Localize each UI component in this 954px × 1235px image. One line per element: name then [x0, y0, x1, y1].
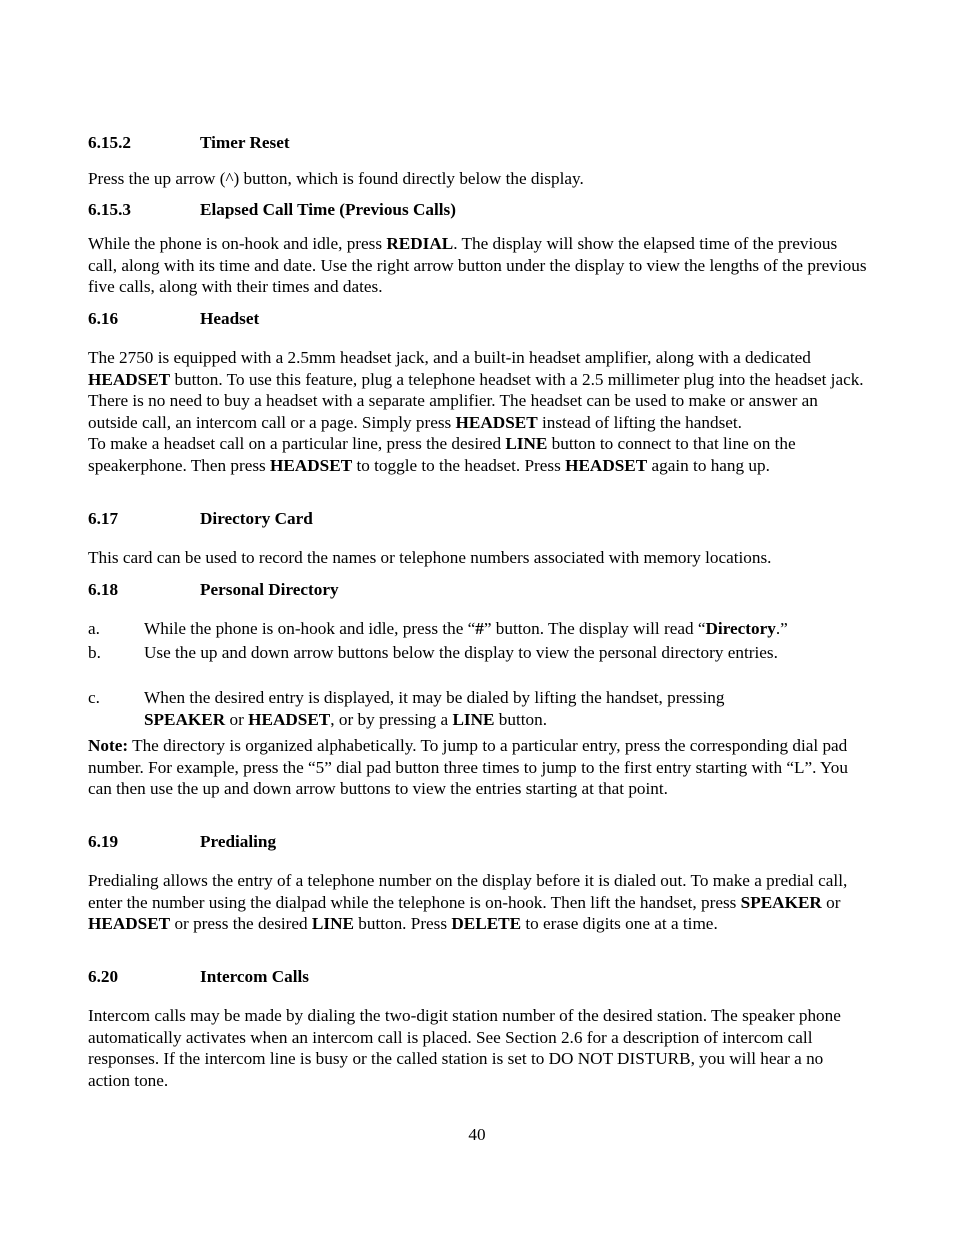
note-paragraph: Note: The directory is organized alphabetically. To jump to a particular entry, press the corresponding dial pad number. For example, press the “5” dial pad button three times to jump to the first entry starting with “L”. You can then use the up and down arrow buttons to view the entries starting at that point. — [88, 736, 848, 799]
section-title: Elapsed Call Time (Previous Calls) — [200, 200, 456, 219]
note-label: Note: — [88, 736, 129, 755]
section-heading-6-15-3 — [88, 199, 456, 221]
section-heading-6-17 — [88, 508, 313, 530]
speaker-keyword: SPEAKER — [740, 892, 822, 912]
section-number: 6.18 — [88, 580, 119, 599]
headset-keyword: HEADSET — [455, 412, 538, 432]
hash-keyword: # — [475, 619, 484, 638]
headset-paragraph: The 2750 is equipped with a 2.5mm headset jack, and a built-in headset amplifier, along with a dedicated HEADSET button. To use this feature, plug a telephone headset with a 2.5 millimeter plug into the headset jack. There is no need to buy a headset with a separate amplifier. The headset can be used to make or answer an outside call, an intercom call or a page. Simply press HEADSET instead of lifting the handset. To make a headset call on a particular line, press the desired LINE button to connect to that line on the speakerphone. Then press HEADSET to toggle to the headset. Press HEADSET again to hang up. — [88, 348, 864, 475]
section-number: 6.19 — [88, 832, 119, 851]
section-heading-6-16 — [88, 308, 259, 330]
section-heading-6-20 — [88, 966, 309, 988]
page-number: 40 — [468, 1125, 486, 1144]
elapsed-call-paragraph: While the phone is on-hook and idle, press REDIAL. The display will show the elapsed time of the previous call, along with its time and date. Use the right arrow button under the display to view the lengths of the previous five calls, along with their times and dates. — [88, 234, 867, 297]
speaker-keyword: SPEAKER — [144, 709, 226, 729]
redial-keyword: REDIAL — [386, 234, 454, 253]
headset-keyword: HEADSET — [565, 455, 648, 475]
predialing-paragraph: Predialing allows the entry of a telephone number on the display before it is dialed out. To make a predial call, enter the number using the dialpad while the telephone is on-hook. Then lift the handset, press SPEAKER or HEADSET or press the desired LINE button. Press DELETE to erase digits one at a time. — [88, 871, 848, 934]
list-item-c: c. When the desired entry is displayed, it may be dialed by lifting the handset, pressing SPEAKER or HEADSET, or by pressing a LINE button. — [88, 688, 725, 729]
intercom-paragraph: Intercom calls may be made by dialing the two-digit station number of the desired station. The speaker phone automatically activates when an intercom call is placed. See Section 2.6 for a description of intercom call responses. If the intercom line is busy or the called station is set to DO NOT DISTURB, you will hear a no action tone. — [88, 1006, 841, 1090]
list-marker: c. — [88, 688, 100, 707]
headset-keyword: HEADSET — [248, 709, 331, 729]
line-keyword: LINE — [311, 914, 354, 934]
list-item-a: a. While the phone is on-hook and idle, press the “#” button. The display will read “Directory.” — [88, 619, 788, 638]
headset-keyword: HEADSET — [88, 914, 171, 934]
section-number: 6.20 — [88, 967, 119, 986]
section-title: Personal Directory — [200, 580, 339, 599]
section-number: 6.15.2 — [88, 133, 131, 152]
list-marker: b. — [88, 643, 101, 662]
headset-keyword: HEADSET — [88, 369, 171, 389]
section-number: 6.15.3 — [88, 200, 131, 219]
section-title: Headset — [200, 309, 260, 328]
section-title: Timer Reset — [200, 133, 290, 152]
section-number: 6.16 — [88, 309, 119, 328]
section-number: 6.17 — [88, 509, 119, 528]
line-keyword: LINE — [452, 709, 495, 729]
section-heading-6-18 — [88, 579, 339, 601]
delete-keyword: DELETE — [451, 914, 522, 934]
section-title: Intercom Calls — [200, 967, 309, 986]
timer-reset-paragraph: Press the up arrow (^) button, which is found directly below the display. — [88, 169, 584, 188]
list-item-b: b. Use the up and down arrow buttons below the display to view the personal directory entries. — [88, 643, 778, 662]
section-heading-6-19 — [88, 831, 276, 853]
section-heading-6-15-2 — [88, 132, 290, 154]
directory-keyword: Directory — [705, 619, 776, 638]
headset-keyword: HEADSET — [270, 455, 353, 475]
directory-card-paragraph: This card can be used to record the names or telephone numbers associated with memory locations. — [88, 548, 772, 567]
line-keyword: LINE — [505, 434, 548, 454]
section-title: Directory Card — [200, 509, 313, 528]
section-title: Predialing — [200, 832, 277, 851]
list-marker: a. — [88, 619, 100, 638]
